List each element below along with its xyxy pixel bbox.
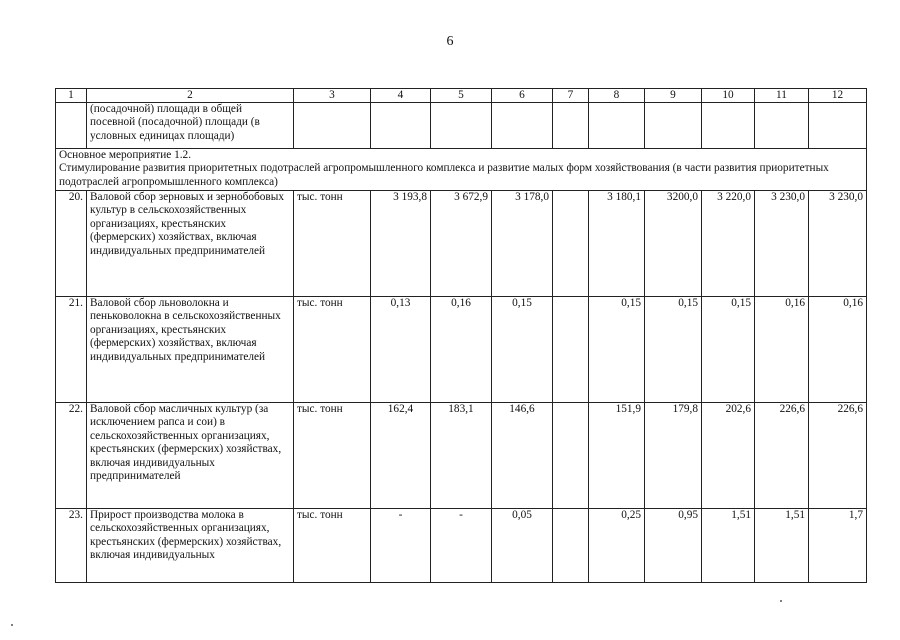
indicator-name: Валовой сбор льноволокна и пеньковолокна в сельскохозяйственных организациях, крестьянских (фермерских) хозяйствах, включая индивидуальных предпринимателей <box>87 297 294 403</box>
row-index: 21. <box>56 297 87 403</box>
column-header: 2 <box>87 89 294 103</box>
scan-speck <box>780 600 782 602</box>
value-cell: 1,7 <box>809 509 867 583</box>
column-number-header-row <box>56 89 867 103</box>
value-cell: 3 180,1 <box>589 191 645 297</box>
unit-cell: тыс. тонн <box>294 403 371 509</box>
section-cell <box>56 149 867 191</box>
indicator-name: Валовой сбор зерновых и зернобобовых культур в сельскохозяйственных организациях, крестьянских (фермерских) хозяйствах, включая индивидуальных предпринимателей <box>87 191 294 297</box>
value-cell: 3 220,0 <box>702 191 755 297</box>
indicator-name: Прирост производства молока в сельскохозяйственных организациях, крестьянских (фермерских) хозяйствах, включая индивидуальных <box>87 509 294 583</box>
scan-speck <box>11 624 13 626</box>
value-cell: 151,9 <box>589 403 645 509</box>
value-cell <box>702 103 755 149</box>
value-cell <box>553 297 589 403</box>
value-cell: 162,4 <box>371 403 431 509</box>
column-header: 5 <box>431 89 492 103</box>
value-cell: 0,16 <box>431 297 492 403</box>
value-cell: 179,8 <box>645 403 702 509</box>
value-cell <box>553 191 589 297</box>
value-cell: 0,15 <box>492 297 553 403</box>
table-row <box>56 403 867 509</box>
value-cell: 0,13 <box>371 297 431 403</box>
column-header: 7 <box>553 89 589 103</box>
value-cell: 226,6 <box>809 403 867 509</box>
unit-cell: тыс. тонн <box>294 297 371 403</box>
value-cell <box>492 103 553 149</box>
value-cell: 1,51 <box>702 509 755 583</box>
value-cell: 202,6 <box>702 403 755 509</box>
value-cell: 0,15 <box>645 297 702 403</box>
value-cell <box>809 103 867 149</box>
row-index: 20. <box>56 191 87 297</box>
continuation-row <box>56 103 867 149</box>
indicator-name: (посадочной) площади в общей посевной (посадочной) площади (в условных единицах площади) <box>87 103 294 149</box>
value-cell <box>553 509 589 583</box>
page-number: 6 <box>446 34 454 49</box>
value-cell <box>553 103 589 149</box>
value-cell: 0,16 <box>755 297 809 403</box>
value-cell: 0,95 <box>645 509 702 583</box>
section-title: Основное мероприятие 1.2. <box>59 149 192 161</box>
column-header: 12 <box>809 89 867 103</box>
value-cell: 3200,0 <box>645 191 702 297</box>
column-header: 6 <box>492 89 553 103</box>
value-cell: 226,6 <box>755 403 809 509</box>
value-cell: 183,1 <box>431 403 492 509</box>
row-index: 22. <box>56 403 87 509</box>
unit-cell <box>294 103 371 149</box>
table-row <box>56 509 867 583</box>
value-cell <box>755 103 809 149</box>
value-cell: 0,15 <box>589 297 645 403</box>
value-cell <box>371 103 431 149</box>
row-index <box>56 103 87 149</box>
value-cell: - <box>371 509 431 583</box>
value-cell <box>553 403 589 509</box>
column-header: 1 <box>56 89 87 103</box>
value-cell: 3 178,0 <box>492 191 553 297</box>
value-cell <box>589 103 645 149</box>
value-cell: 3 230,0 <box>755 191 809 297</box>
unit-cell: тыс. тонн <box>294 191 371 297</box>
table-row <box>56 191 867 297</box>
value-cell: 3 193,8 <box>371 191 431 297</box>
value-cell: 1,51 <box>755 509 809 583</box>
column-header: 11 <box>755 89 809 103</box>
value-cell: - <box>431 509 492 583</box>
column-header: 9 <box>645 89 702 103</box>
column-header: 3 <box>294 89 371 103</box>
column-header: 10 <box>702 89 755 103</box>
indicator-name: Валовой сбор масличных культур (за исключением рапса и сои) в сельскохозяйственных организациях, крестьянских (фермерских) хозяйствах, включая индивидуальных предпринимателей <box>87 403 294 509</box>
value-cell: 3 230,0 <box>809 191 867 297</box>
value-cell: 0,25 <box>589 509 645 583</box>
indicators-table <box>55 88 867 583</box>
unit-cell: тыс. тонн <box>294 509 371 583</box>
value-cell <box>431 103 492 149</box>
section-row <box>56 149 867 191</box>
value-cell: 3 672,9 <box>431 191 492 297</box>
value-cell: 146,6 <box>492 403 553 509</box>
section-description: Стимулирование развития приоритетных подотраслей агропромышленного комплекса и развитие малых форм хозяйствования (в части развития приоритетных подотраслей агропромышленного комплекса) <box>59 162 829 188</box>
row-index: 23. <box>56 509 87 583</box>
value-cell: 0,05 <box>492 509 553 583</box>
table-row <box>56 297 867 403</box>
column-header: 4 <box>371 89 431 103</box>
value-cell: 0,16 <box>809 297 867 403</box>
value-cell <box>645 103 702 149</box>
value-cell: 0,15 <box>702 297 755 403</box>
column-header: 8 <box>589 89 645 103</box>
